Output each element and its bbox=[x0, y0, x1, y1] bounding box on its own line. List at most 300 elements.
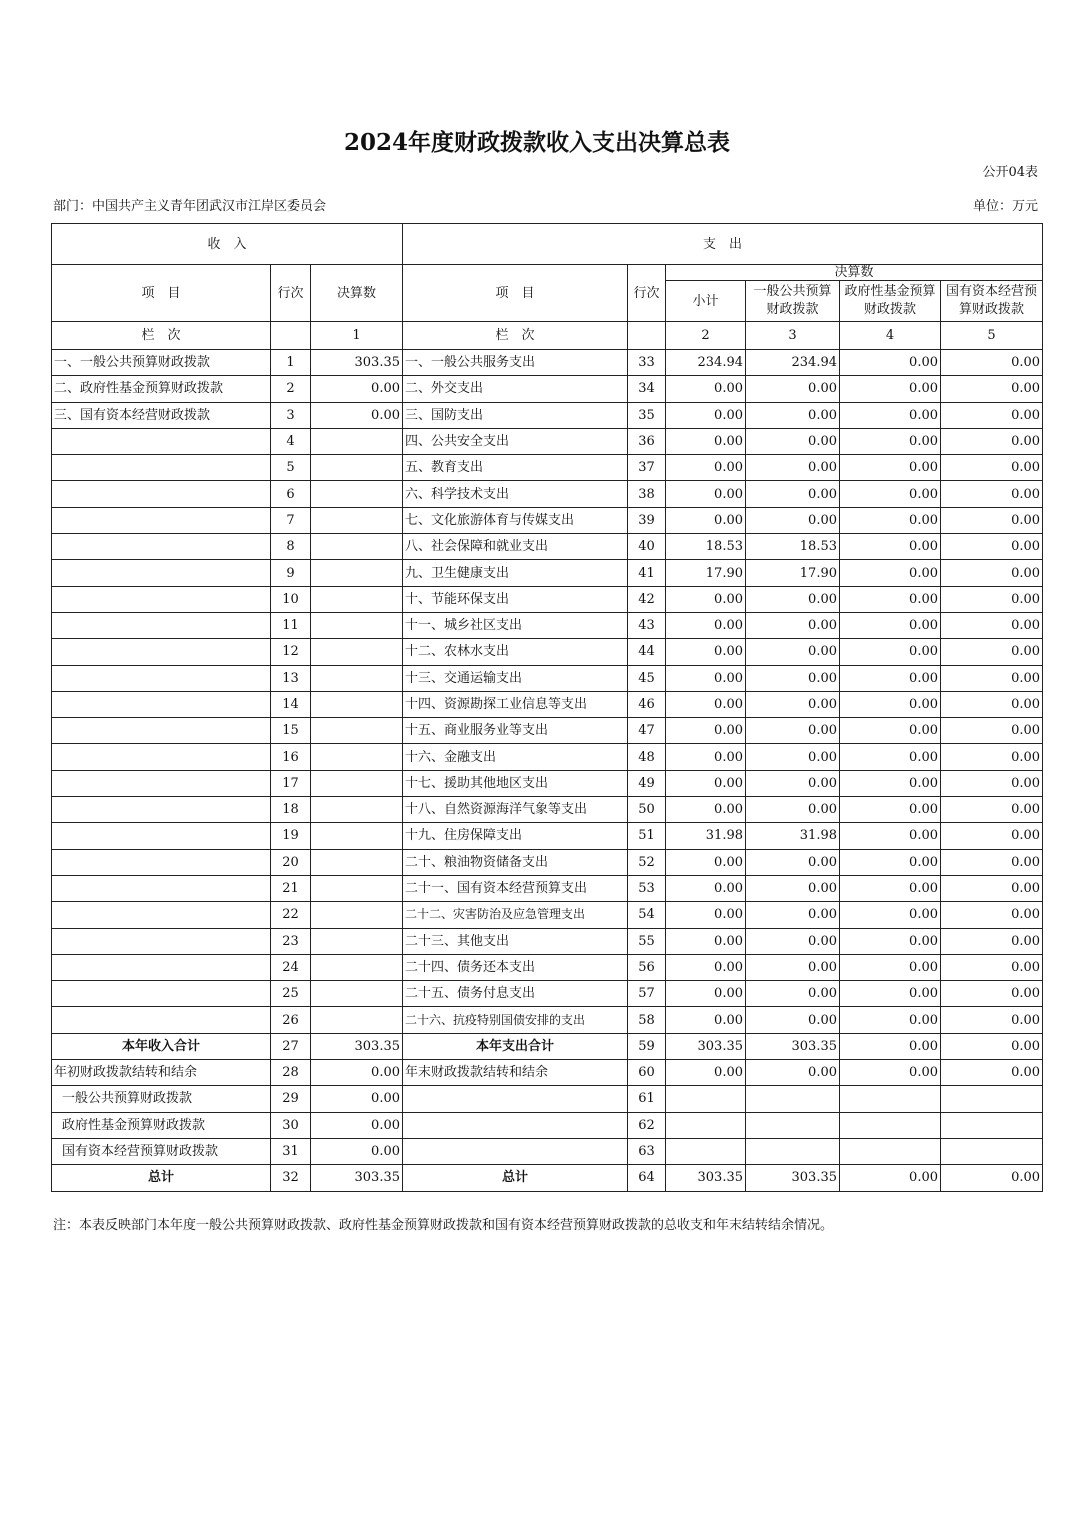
row-no: 35 bbox=[628, 402, 666, 428]
row-no: 24 bbox=[271, 954, 311, 980]
income-amount bbox=[311, 1007, 403, 1033]
year-expense-total-label: 本年支出合计 bbox=[403, 1033, 628, 1059]
income-item: 三、国有资本经营财政拨款 bbox=[52, 402, 271, 428]
begin-state-capital-label: 国有资本经营预算财政拨款 bbox=[52, 1138, 271, 1164]
gov-fund-value: 0.00 bbox=[840, 797, 941, 823]
state-capital-value: 0.00 bbox=[941, 402, 1043, 428]
expense-item: 八、社会保障和就业支出 bbox=[403, 534, 628, 560]
begin-gov-fund-label: 政府性基金预算财政拨款 bbox=[52, 1112, 271, 1138]
income-amount-header: 决算数 bbox=[311, 265, 403, 322]
state-capital-value: 0.00 bbox=[941, 744, 1043, 770]
income-amount bbox=[311, 691, 403, 717]
subtotal-value: 0.00 bbox=[666, 718, 746, 744]
state-capital-value: 0.00 bbox=[941, 560, 1043, 586]
year-total-row bbox=[52, 1033, 1043, 1059]
final-amount-header: 决算数 bbox=[666, 265, 1043, 281]
income-amount bbox=[311, 928, 403, 954]
gov-fund-value: 0.00 bbox=[840, 1165, 941, 1191]
row-no: 7 bbox=[271, 507, 311, 533]
row-no: 45 bbox=[628, 665, 666, 691]
state-capital-value: 0.00 bbox=[941, 350, 1043, 376]
expense-item: 十七、援助其他地区支出 bbox=[403, 770, 628, 796]
income-amount: 0.00 bbox=[311, 1112, 403, 1138]
general-budget-value: 0.00 bbox=[746, 928, 840, 954]
table-row bbox=[52, 770, 1043, 796]
expense-item: 十八、自然资源海洋气象等支出 bbox=[403, 797, 628, 823]
table-row bbox=[52, 718, 1043, 744]
col-index-1: 1 bbox=[311, 322, 403, 350]
gov-fund-value: 0.00 bbox=[840, 902, 941, 928]
expense-row-no-header: 行次 bbox=[628, 265, 666, 322]
expense-grand-total-label: 总计 bbox=[403, 1165, 628, 1191]
gov-fund-value: 0.00 bbox=[840, 875, 941, 901]
expense-item: 二十六、抗疫特别国债安排的支出 bbox=[403, 1007, 628, 1033]
income-item bbox=[52, 455, 271, 481]
income-item bbox=[52, 718, 271, 744]
gov-fund-value: 0.00 bbox=[840, 849, 941, 875]
subtotal-value: 234.94 bbox=[666, 350, 746, 376]
gov-fund-value: 0.00 bbox=[840, 770, 941, 796]
state-capital-value: 0.00 bbox=[941, 481, 1043, 507]
gov-fund-value: 0.00 bbox=[840, 428, 941, 454]
row-no: 25 bbox=[271, 981, 311, 1007]
row-no: 44 bbox=[628, 639, 666, 665]
subtotal-value: 18.53 bbox=[666, 534, 746, 560]
expense-item: 二十、粮油物资储备支出 bbox=[403, 849, 628, 875]
section-header-row bbox=[52, 224, 1043, 265]
income-amount bbox=[311, 797, 403, 823]
empty-cell bbox=[666, 1112, 746, 1138]
general-budget-value: 0.00 bbox=[746, 455, 840, 481]
income-amount: 303.35 bbox=[311, 1033, 403, 1059]
income-item bbox=[52, 770, 271, 796]
expense-item: 九、卫生健康支出 bbox=[403, 560, 628, 586]
expense-item: 十九、住房保障支出 bbox=[403, 823, 628, 849]
row-no: 21 bbox=[271, 875, 311, 901]
row-no: 32 bbox=[271, 1165, 311, 1191]
expense-item: 十六、金融支出 bbox=[403, 744, 628, 770]
subtotal-value: 0.00 bbox=[666, 1007, 746, 1033]
row-no: 14 bbox=[271, 691, 311, 717]
general-budget-header: 一般公共预算财政拨款 bbox=[746, 281, 840, 322]
income-amount bbox=[311, 954, 403, 980]
begin-general-row bbox=[52, 1086, 1043, 1112]
subtotal-value: 17.90 bbox=[666, 560, 746, 586]
general-budget-value: 0.00 bbox=[746, 402, 840, 428]
row-no: 57 bbox=[628, 981, 666, 1007]
row-no: 18 bbox=[271, 797, 311, 823]
general-budget-value: 0.00 bbox=[746, 376, 840, 402]
general-budget-value: 0.00 bbox=[746, 902, 840, 928]
subtotal-header: 小计 bbox=[666, 281, 746, 322]
gov-fund-value: 0.00 bbox=[840, 691, 941, 717]
state-capital-value: 0.00 bbox=[941, 455, 1043, 481]
empty-cell bbox=[271, 322, 311, 350]
state-capital-value: 0.00 bbox=[941, 875, 1043, 901]
table-row bbox=[52, 560, 1043, 586]
begin-general-label: 一般公共预算财政拨款 bbox=[52, 1086, 271, 1112]
gov-fund-value: 0.00 bbox=[840, 534, 941, 560]
income-item bbox=[52, 928, 271, 954]
income-amount bbox=[311, 481, 403, 507]
income-amount: 0.00 bbox=[311, 1086, 403, 1112]
empty-cell bbox=[941, 1112, 1043, 1138]
general-budget-value: 0.00 bbox=[746, 612, 840, 638]
gov-fund-value: 0.00 bbox=[840, 612, 941, 638]
income-item bbox=[52, 954, 271, 980]
row-no: 55 bbox=[628, 928, 666, 954]
row-no: 39 bbox=[628, 507, 666, 533]
general-budget-value: 17.90 bbox=[746, 560, 840, 586]
income-header: 收 入 bbox=[52, 224, 403, 265]
table-row bbox=[52, 639, 1043, 665]
income-item bbox=[52, 428, 271, 454]
income-amount bbox=[311, 455, 403, 481]
general-budget-value: 18.53 bbox=[746, 534, 840, 560]
general-budget-value: 0.00 bbox=[746, 770, 840, 796]
income-amount bbox=[311, 744, 403, 770]
empty-cell bbox=[840, 1138, 941, 1164]
subtotal-value: 0.00 bbox=[666, 639, 746, 665]
income-amount bbox=[311, 981, 403, 1007]
column-header-row bbox=[52, 265, 1043, 281]
col-index-5: 5 bbox=[941, 322, 1043, 350]
general-budget-value: 0.00 bbox=[746, 981, 840, 1007]
row-no: 11 bbox=[271, 612, 311, 638]
subtotal-value: 0.00 bbox=[666, 507, 746, 533]
expense-item: 十三、交通运输支出 bbox=[403, 665, 628, 691]
row-no: 47 bbox=[628, 718, 666, 744]
general-budget-value: 0.00 bbox=[746, 718, 840, 744]
table-row bbox=[52, 954, 1043, 980]
general-budget-value: 303.35 bbox=[746, 1165, 840, 1191]
subtotal-value: 0.00 bbox=[666, 875, 746, 901]
income-amount: 0.00 bbox=[311, 1138, 403, 1164]
row-no: 37 bbox=[628, 455, 666, 481]
state-capital-value: 0.00 bbox=[941, 1033, 1043, 1059]
table-row bbox=[52, 902, 1043, 928]
income-item bbox=[52, 849, 271, 875]
income-amount bbox=[311, 770, 403, 796]
row-no: 6 bbox=[271, 481, 311, 507]
gov-fund-value: 0.00 bbox=[840, 744, 941, 770]
income-amount bbox=[311, 849, 403, 875]
table-row bbox=[52, 428, 1043, 454]
income-amount bbox=[311, 586, 403, 612]
subtotal-value: 0.00 bbox=[666, 770, 746, 796]
subtotal-value: 0.00 bbox=[666, 586, 746, 612]
gov-fund-value: 0.00 bbox=[840, 718, 941, 744]
gov-fund-value: 0.00 bbox=[840, 981, 941, 1007]
row-no: 48 bbox=[628, 744, 666, 770]
income-item bbox=[52, 744, 271, 770]
state-capital-value: 0.00 bbox=[941, 376, 1043, 402]
begin-state-capital-row bbox=[52, 1138, 1043, 1164]
state-capital-value: 0.00 bbox=[941, 849, 1043, 875]
state-capital-value: 0.00 bbox=[941, 691, 1043, 717]
table-row bbox=[52, 586, 1043, 612]
gov-fund-value: 0.00 bbox=[840, 481, 941, 507]
state-capital-value: 0.00 bbox=[941, 1060, 1043, 1086]
row-no: 30 bbox=[271, 1112, 311, 1138]
income-amount bbox=[311, 875, 403, 901]
empty-cell bbox=[746, 1112, 840, 1138]
expense-item: 十五、商业服务业等支出 bbox=[403, 718, 628, 744]
row-no: 36 bbox=[628, 428, 666, 454]
income-item-header: 项 目 bbox=[52, 265, 271, 322]
empty-cell bbox=[666, 1086, 746, 1112]
state-capital-value: 0.00 bbox=[941, 718, 1043, 744]
state-capital-value: 0.00 bbox=[941, 507, 1043, 533]
row-no: 20 bbox=[271, 849, 311, 875]
gov-fund-value: 0.00 bbox=[840, 823, 941, 849]
empty-cell bbox=[403, 1086, 628, 1112]
table-row bbox=[52, 823, 1043, 849]
general-budget-value: 303.35 bbox=[746, 1033, 840, 1059]
subtotal-value: 0.00 bbox=[666, 954, 746, 980]
empty-cell bbox=[941, 1138, 1043, 1164]
income-item bbox=[52, 560, 271, 586]
row-no: 5 bbox=[271, 455, 311, 481]
income-item bbox=[52, 981, 271, 1007]
row-no: 17 bbox=[271, 770, 311, 796]
income-item bbox=[52, 481, 271, 507]
table-row bbox=[52, 849, 1043, 875]
gov-fund-value: 0.00 bbox=[840, 507, 941, 533]
row-no: 22 bbox=[271, 902, 311, 928]
balance-row bbox=[52, 1060, 1043, 1086]
subtotal-value: 0.00 bbox=[666, 744, 746, 770]
expense-item: 四、公共安全支出 bbox=[403, 428, 628, 454]
income-item bbox=[52, 586, 271, 612]
empty-cell bbox=[840, 1086, 941, 1112]
year-income-total-label: 本年收入合计 bbox=[52, 1033, 271, 1059]
income-amount bbox=[311, 534, 403, 560]
subtotal-value: 0.00 bbox=[666, 849, 746, 875]
table-row bbox=[52, 455, 1043, 481]
row-no: 9 bbox=[271, 560, 311, 586]
empty-cell bbox=[403, 1138, 628, 1164]
expense-item-header: 项 目 bbox=[403, 265, 628, 322]
row-no: 62 bbox=[628, 1112, 666, 1138]
income-amount bbox=[311, 639, 403, 665]
income-grand-total-label: 总计 bbox=[52, 1165, 271, 1191]
state-capital-value: 0.00 bbox=[941, 428, 1043, 454]
row-no: 64 bbox=[628, 1165, 666, 1191]
empty-cell bbox=[628, 322, 666, 350]
subtotal-value: 0.00 bbox=[666, 481, 746, 507]
gov-fund-value: 0.00 bbox=[840, 954, 941, 980]
row-no: 31 bbox=[271, 1138, 311, 1164]
unit-label: 单位：万元 bbox=[972, 199, 1038, 214]
gov-fund-value: 0.00 bbox=[840, 1060, 941, 1086]
state-capital-value: 0.00 bbox=[941, 534, 1043, 560]
col-index-2: 2 bbox=[666, 322, 746, 350]
row-no: 15 bbox=[271, 718, 311, 744]
row-no: 59 bbox=[628, 1033, 666, 1059]
general-budget-value: 31.98 bbox=[746, 823, 840, 849]
subtotal-value: 0.00 bbox=[666, 402, 746, 428]
subtotal-value: 0.00 bbox=[666, 1060, 746, 1086]
row-no: 8 bbox=[271, 534, 311, 560]
income-row-no-header: 行次 bbox=[271, 265, 311, 322]
empty-cell bbox=[941, 1086, 1043, 1112]
empty-cell bbox=[746, 1138, 840, 1164]
state-capital-value: 0.00 bbox=[941, 823, 1043, 849]
income-amount bbox=[311, 507, 403, 533]
state-capital-value: 0.00 bbox=[941, 954, 1043, 980]
income-item bbox=[52, 612, 271, 638]
state-capital-value: 0.00 bbox=[941, 1165, 1043, 1191]
grand-total-row bbox=[52, 1165, 1043, 1191]
row-no: 54 bbox=[628, 902, 666, 928]
table-row bbox=[52, 981, 1043, 1007]
gov-fund-value: 0.00 bbox=[840, 928, 941, 954]
subtotal-value: 0.00 bbox=[666, 376, 746, 402]
expense-item: 二十四、债务还本支出 bbox=[403, 954, 628, 980]
income-item bbox=[52, 902, 271, 928]
expense-item: 二十一、国有资本经营预算支出 bbox=[403, 875, 628, 901]
subtotal-value: 303.35 bbox=[666, 1033, 746, 1059]
gov-fund-value: 0.00 bbox=[840, 350, 941, 376]
state-capital-value: 0.00 bbox=[941, 902, 1043, 928]
general-budget-value: 0.00 bbox=[746, 1060, 840, 1086]
table-row bbox=[52, 797, 1043, 823]
row-no: 43 bbox=[628, 612, 666, 638]
table-row bbox=[52, 875, 1043, 901]
subtotal-value: 0.00 bbox=[666, 612, 746, 638]
income-amount bbox=[311, 612, 403, 638]
gov-fund-value: 0.00 bbox=[840, 402, 941, 428]
table-row bbox=[52, 1007, 1043, 1033]
expense-item: 二十三、其他支出 bbox=[403, 928, 628, 954]
row-no: 34 bbox=[628, 376, 666, 402]
state-capital-value: 0.00 bbox=[941, 797, 1043, 823]
general-budget-value: 0.00 bbox=[746, 875, 840, 901]
expense-header: 支 出 bbox=[403, 224, 1043, 265]
row-no: 52 bbox=[628, 849, 666, 875]
row-no: 40 bbox=[628, 534, 666, 560]
income-amount: 0.00 bbox=[311, 376, 403, 402]
department-label: 部门：中国共产主义青年团武汉市江岸区委员会 bbox=[53, 199, 327, 214]
row-no: 3 bbox=[271, 402, 311, 428]
empty-cell bbox=[666, 1138, 746, 1164]
row-no: 60 bbox=[628, 1060, 666, 1086]
subtotal-value: 0.00 bbox=[666, 691, 746, 717]
row-no: 46 bbox=[628, 691, 666, 717]
expense-item: 十一、城乡社区支出 bbox=[403, 612, 628, 638]
row-no: 63 bbox=[628, 1138, 666, 1164]
row-no: 29 bbox=[271, 1086, 311, 1112]
income-amount bbox=[311, 902, 403, 928]
row-no: 61 bbox=[628, 1086, 666, 1112]
row-no: 58 bbox=[628, 1007, 666, 1033]
general-budget-value: 0.00 bbox=[746, 481, 840, 507]
row-no: 13 bbox=[271, 665, 311, 691]
state-capital-value: 0.00 bbox=[941, 1007, 1043, 1033]
general-budget-value: 0.00 bbox=[746, 586, 840, 612]
row-no: 50 bbox=[628, 797, 666, 823]
expense-item: 十、节能环保支出 bbox=[403, 586, 628, 612]
row-no: 42 bbox=[628, 586, 666, 612]
income-amount: 303.35 bbox=[311, 1165, 403, 1191]
subtotal-value: 0.00 bbox=[666, 455, 746, 481]
empty-cell bbox=[403, 1112, 628, 1138]
table-row bbox=[52, 402, 1043, 428]
form-number: 公开04表 bbox=[982, 165, 1038, 180]
col-index-4: 4 bbox=[840, 322, 941, 350]
general-budget-value: 0.00 bbox=[746, 744, 840, 770]
gov-fund-value: 0.00 bbox=[840, 1033, 941, 1059]
state-capital-value: 0.00 bbox=[941, 612, 1043, 638]
general-budget-value: 234.94 bbox=[746, 350, 840, 376]
row-no: 19 bbox=[271, 823, 311, 849]
expense-item: 五、教育支出 bbox=[403, 455, 628, 481]
income-col-label: 栏 次 bbox=[52, 322, 271, 350]
gov-fund-value: 0.00 bbox=[840, 1007, 941, 1033]
row-no: 4 bbox=[271, 428, 311, 454]
expense-item: 六、科学技术支出 bbox=[403, 481, 628, 507]
general-budget-value: 0.00 bbox=[746, 507, 840, 533]
state-capital-value: 0.00 bbox=[941, 639, 1043, 665]
subtotal-value: 0.00 bbox=[666, 665, 746, 691]
income-amount bbox=[311, 823, 403, 849]
general-budget-value: 0.00 bbox=[746, 428, 840, 454]
row-no: 27 bbox=[271, 1033, 311, 1059]
state-capital-value: 0.00 bbox=[941, 981, 1043, 1007]
state-capital-value: 0.00 bbox=[941, 770, 1043, 796]
income-item bbox=[52, 665, 271, 691]
row-no: 51 bbox=[628, 823, 666, 849]
table-row bbox=[52, 376, 1043, 402]
row-no: 28 bbox=[271, 1060, 311, 1086]
table-row bbox=[52, 534, 1043, 560]
general-budget-value: 0.00 bbox=[746, 665, 840, 691]
expense-item: 七、文化旅游体育与传媒支出 bbox=[403, 507, 628, 533]
expense-item: 二十五、债务付息支出 bbox=[403, 981, 628, 1007]
gov-fund-value: 0.00 bbox=[840, 639, 941, 665]
row-no: 23 bbox=[271, 928, 311, 954]
table-row bbox=[52, 691, 1043, 717]
gov-fund-value: 0.00 bbox=[840, 665, 941, 691]
expense-item: 十四、资源勘探工业信息等支出 bbox=[403, 691, 628, 717]
subtotal-value: 0.00 bbox=[666, 797, 746, 823]
income-item bbox=[52, 691, 271, 717]
table-row bbox=[52, 744, 1043, 770]
subtotal-value: 31.98 bbox=[666, 823, 746, 849]
general-budget-value: 0.00 bbox=[746, 1007, 840, 1033]
income-amount bbox=[311, 560, 403, 586]
table-row bbox=[52, 350, 1043, 376]
income-amount bbox=[311, 718, 403, 744]
row-no: 56 bbox=[628, 954, 666, 980]
state-capital-header: 国有资本经营预算财政拨款 bbox=[941, 281, 1043, 322]
subtotal-value: 0.00 bbox=[666, 902, 746, 928]
expense-item: 二、外交支出 bbox=[403, 376, 628, 402]
income-item bbox=[52, 797, 271, 823]
general-budget-value: 0.00 bbox=[746, 954, 840, 980]
expense-item: 十二、农林水支出 bbox=[403, 639, 628, 665]
income-item bbox=[52, 507, 271, 533]
income-amount: 303.35 bbox=[311, 350, 403, 376]
subtotal-value: 0.00 bbox=[666, 928, 746, 954]
begin-balance-label: 年初财政拨款结转和结余 bbox=[52, 1060, 271, 1086]
end-balance-label: 年末财政拨款结转和结余 bbox=[403, 1060, 628, 1086]
expense-col-label: 栏 次 bbox=[403, 322, 628, 350]
row-no: 41 bbox=[628, 560, 666, 586]
table-row bbox=[52, 928, 1043, 954]
table-row bbox=[52, 665, 1043, 691]
